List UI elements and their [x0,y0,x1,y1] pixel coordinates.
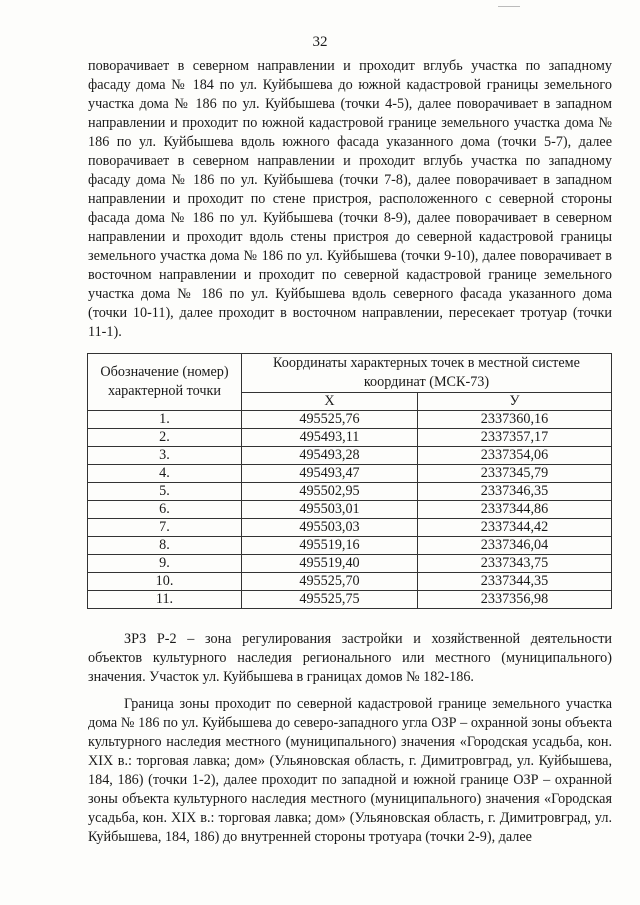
table-row [88,591,612,609]
table-row [88,573,612,591]
y-coordinate-cell: 2337344,35 [417,573,611,591]
point-number-cell: 4. [88,465,242,483]
x-coordinate-cell: 495525,76 [242,411,418,429]
point-number-cell: 3. [88,447,242,465]
table-row [88,429,612,447]
header-y: У [417,393,611,411]
header-point-number: Обозначение (номер) характерной точки [88,354,242,411]
x-coordinate-cell: 495502,95 [242,483,418,501]
table-row [88,411,612,429]
zone-heading-paragraph: ЗРЗ Р-2 – зона регулирования застройки и хозяйственной деятельности объектов культурного наследия регионального или местного (муниципального) значения. Участок ул. Куйбышева в границах домов № 182-186. [88,631,612,685]
zone-boundary-paragraph: Граница зоны проходит по северной кадастровой границе земельного участка дома № 186 по ул. Куйбышева до северо-западного угла ОЗР – охранной зоны объекта культурного наследия местного (муниципального) значения «Городская усадьба, кон. XIX в.: торговая лавка; дом» (Ульяновская область, г. Димитровград, ул. Куйбышева, 184, 186) (точки 1-2), далее проходит по западной и южной границе ОЗР – охранной зоны объекта культурного наследия местного (муниципального) значения «Городская усадьба, кон. XIX в.: торговая лавка; дом» (Ульяновская область, г. Димитровград, ул. Куйбышева, 184, 186) до внутренней стороны тротуара (точки 2-9), далее [88,696,612,845]
boundary-description-paragraph: поворачивает в северном направлении и проходит вглубь участка по западному фасаду дома № 184 по ул. Куйбышева до южной кадастровой границы земельного участка дома № 186 по ул. Куйбышева (точки 4-5), далее поворачивает в западном направлении и проходит по южной кадастровой границе земельного участка дома № 186 по ул. Куйбышева вдоль южного фасада указанного дома (точки 5-7), далее поворачивает в северном направлении и проходит вглубь участка по западному фасаду дома № 186 по ул. Куйбышева (точки 7-8), далее поворачивает в западном направлении и проходит по стене пристроя, расположенного с северной стороны фасада дома № 186 по ул. Куйбышева (точки 8-9), далее поворачивает в северном направлении и проходит вдоль стены пристроя до северной кадастровой границы земельного участка дома № 186 по ул. Куйбышева (точки 9-10), далее поворачивает в восточном направлении и проходит по северной кадастровой границе земельного участка дома № 186 по ул. Куйбышева вдоль северного фасада указанного дома (точки 10-11), далее проходит в восточном направлении, пересекает тротуар (точки 11-1). [88,58,612,340]
table-row [88,447,612,465]
x-coordinate-cell: 495503,03 [242,519,418,537]
point-number-cell: 10. [88,573,242,591]
x-coordinate-cell: 495493,11 [242,429,418,447]
x-coordinate-cell: 495519,40 [242,555,418,573]
point-number-cell: 7. [88,519,242,537]
table-row [88,537,612,555]
y-coordinate-cell: 2337344,42 [417,519,611,537]
y-coordinate-cell: 2337354,06 [417,447,611,465]
y-coordinate-cell: 2337344,86 [417,501,611,519]
y-coordinate-cell: 2337343,75 [417,555,611,573]
y-coordinate-cell: 2337360,16 [417,411,611,429]
x-coordinate-cell: 495525,70 [242,573,418,591]
table-row [88,519,612,537]
y-coordinate-cell: 2337357,17 [417,429,611,447]
point-number-cell: 8. [88,537,242,555]
coordinates-table [87,353,612,609]
x-coordinate-cell: 495493,47 [242,465,418,483]
header-x: X [242,393,418,411]
point-number-cell: 9. [88,555,242,573]
table-row [88,483,612,501]
y-coordinate-cell: 2337346,04 [417,537,611,555]
y-coordinate-cell: 2337345,79 [417,465,611,483]
point-number-cell: 6. [88,501,242,519]
point-number-cell: 2. [88,429,242,447]
page-number: 32 [312,34,328,50]
x-coordinate-cell: 495493,28 [242,447,418,465]
point-number-cell: 5. [88,483,242,501]
x-coordinate-cell: 495503,01 [242,501,418,519]
scan-mark [498,6,520,7]
table-row [88,501,612,519]
x-coordinate-cell: 495519,16 [242,537,418,555]
x-coordinate-cell: 495525,75 [242,591,418,609]
table-row [88,465,612,483]
y-coordinate-cell: 2337346,35 [417,483,611,501]
zone-section [88,630,612,855]
point-number-cell: 1. [88,411,242,429]
coordinates-table-body [88,411,612,609]
y-coordinate-cell: 2337356,98 [417,591,611,609]
header-coordinates: Координаты характерных точек в местной системе координат (МСК-73) [242,354,612,393]
point-number-cell: 11. [88,591,242,609]
table-row [88,555,612,573]
